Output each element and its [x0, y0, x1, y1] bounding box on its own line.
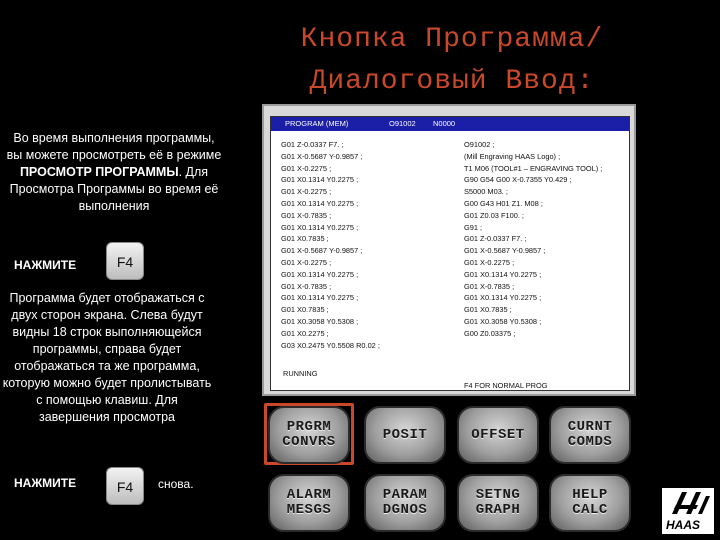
program-line: G01 X0.1314 Y0.2275 ;	[281, 222, 359, 232]
press-label-1: НАЖМИТЕ	[14, 258, 77, 272]
program-number: O91002	[389, 119, 416, 128]
program-line: G01 X-0.7835 ;	[281, 210, 332, 220]
key-label: POSIT	[382, 426, 428, 443]
instruction-paragraph-1	[6, 130, 222, 215]
f4-key-1[interactable]: F4	[106, 242, 144, 280]
key-label: CURNT	[567, 419, 613, 435]
program-line: G01 X0.3058 Y0.5308 ;	[464, 316, 542, 326]
program-line: G01 X-0.2275 ;	[281, 257, 332, 267]
program-line: G01 X0.1314 Y0.2275 ;	[281, 175, 359, 185]
again-text: снова.	[158, 477, 194, 491]
key-label: ALARM	[286, 487, 332, 503]
program-mode: PROGRAM (MEM)	[285, 119, 349, 128]
instruction-text: Во время выполнения программы, вы можете просмотреть её в режиме	[6, 131, 222, 162]
program-line: G01 X-0.5687 Y-0.9857 ;	[281, 151, 363, 161]
key-label: SETNG	[475, 487, 521, 503]
f4-hint: F4 FOR NORMAL PROG	[464, 381, 548, 390]
key-label: MESGS	[286, 502, 332, 518]
program-line: G01 Z-0.0337 F7. ;	[464, 234, 527, 244]
program-line: G01 X0.1314 Y0.2275 ;	[281, 269, 359, 279]
key-label: DGNOS	[382, 502, 428, 518]
haas-logo	[660, 486, 716, 536]
key-label: HELP	[572, 487, 608, 503]
control-screen-frame	[262, 104, 636, 396]
program-line: G01 X0.2275 ;	[281, 328, 329, 338]
prgrm-convrs-button[interactable]	[268, 406, 350, 464]
sequence-number: N0000	[433, 119, 456, 128]
slide-title-line-2: Диалоговый Ввод:	[309, 66, 595, 97]
running-status: RUNNING	[283, 369, 318, 378]
running-program-listing	[281, 139, 380, 351]
program-line: G01 Z0.03 F100. ;	[464, 210, 524, 220]
setng-graph-button[interactable]	[457, 474, 539, 532]
soft-keypad	[262, 398, 636, 536]
program-line: G01 X0.7835 ;	[464, 305, 512, 315]
program-line: G01 X-0.7835 ;	[281, 281, 332, 291]
param-dgnos-button[interactable]	[364, 474, 446, 532]
program-line: G01 X-0.5687 Y-0.9857 ;	[281, 246, 363, 256]
offset-button[interactable]	[457, 406, 539, 464]
program-line: G01 X-0.7835 ;	[464, 281, 515, 291]
screen-header-bar	[271, 117, 629, 131]
slide-title-line-1: Кнопка Программа/	[300, 24, 604, 55]
program-line: G01 Z-0.0337 F7. ;	[281, 140, 344, 149]
key-label: PRGRM	[286, 419, 332, 435]
program-line: G01 X0.1314 Y0.2275 ;	[464, 269, 542, 279]
program-line: G01 X0.1314 Y0.2275 ;	[281, 293, 359, 303]
program-line: G01 X0.7835 ;	[281, 305, 329, 315]
control-screen	[270, 116, 630, 391]
program-line: G00 G43 H01 Z1. M08 ;	[464, 198, 543, 208]
program-line: G01 X0.1314 Y0.2275 ;	[464, 293, 542, 303]
f4-key-2[interactable]: F4	[106, 467, 144, 505]
logo-text: HAAS	[666, 518, 701, 532]
help-calc-button[interactable]	[549, 474, 631, 532]
browse-program-listing[interactable]	[464, 139, 602, 340]
program-line: T1 M06 (TOOL#1 – ENGRAVING TOOL) ;	[464, 163, 603, 173]
key-label: GRAPH	[475, 502, 521, 518]
posit-button[interactable]	[364, 406, 446, 464]
program-line: G01 X0.7835 ;	[281, 234, 329, 244]
program-line: G90 G54 G00 X-0.7355 Y0.429 ;	[464, 175, 572, 185]
program-line: G00 Z0.03375 ;	[464, 328, 516, 338]
program-line: G03 X0.2475 Y0.5508 R0.02 ;	[281, 340, 380, 350]
key-label: PARAM	[382, 487, 428, 503]
program-line: G01 X0.3058 Y0.5308 ;	[281, 316, 359, 326]
mode-name: ПРОСМОТР ПРОГРАММЫ	[19, 165, 179, 179]
curnt-comds-button[interactable]	[549, 406, 631, 464]
program-line: G01 X0.1314 Y0.2275 ;	[281, 198, 359, 208]
press-label-2: НАЖМИТЕ	[14, 476, 77, 490]
program-line: O91002 ;	[464, 140, 495, 149]
program-line: G91 ;	[464, 222, 483, 232]
instruction-text-cont: . Для Просмотра Программы во время её выполнения	[9, 165, 219, 213]
program-line: G01 X-0.2275 ;	[281, 163, 332, 173]
key-label: COMDS	[567, 434, 613, 450]
program-line: G01 X-0.5687 Y-0.9857 ;	[464, 246, 546, 256]
key-label: CONVRS	[282, 434, 336, 450]
key-label: OFFSET	[471, 426, 525, 443]
program-line: G01 X-0.2275 ;	[464, 257, 515, 267]
program-line: (Mill Engraving HAAS Logo) ;	[464, 151, 561, 161]
key-label: CALC	[572, 502, 608, 518]
instruction-paragraph-2: Программа будет отображаться с двух сторон экрана. Слева будут видны 18 строк выполняющейся программы, справа будет отображаться та же программа, которую можно будет пролистывать с помощью клавиш. Для завершения просмотра	[2, 291, 212, 424]
alarm-mesgs-button[interactable]	[268, 474, 350, 532]
program-line: S5000 M03. ;	[464, 187, 508, 197]
program-line: G01 X-0.2275 ;	[281, 187, 332, 197]
